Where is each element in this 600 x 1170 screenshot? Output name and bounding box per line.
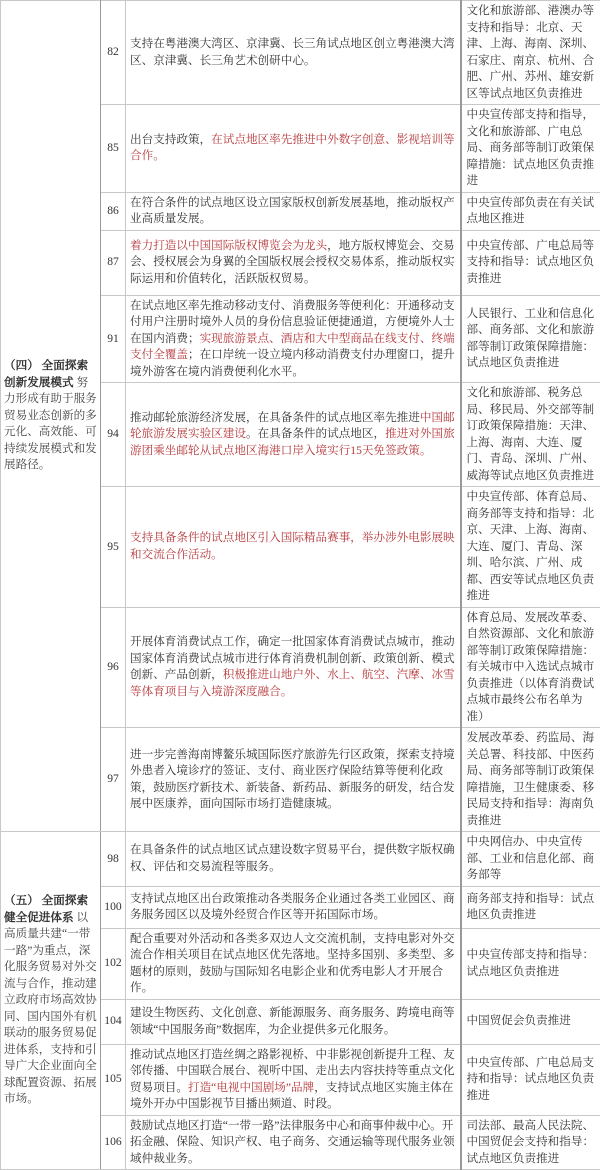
content-text: 开展体育消费试点工作，确定一批国家体育消费试点城市，推动国家体育消费试点城市进行体育消费机制创新、政策创新、模式创新、产品创新， bbox=[130, 635, 455, 681]
section-cell bbox=[1, 1, 101, 832]
responsible-parties: 发展改革委、药监局、海关总署、科技部、中医药局、商务部等制订政策保障措施，卫生健康委、移民局支持和指导：海南负责推进 bbox=[461, 728, 600, 832]
highlighted-text: 支持具备条件的试点地区引入国际精品赛事，举办涉外电影展映和交流合作活动。 bbox=[130, 531, 455, 561]
section-title: （五） 全面探索健全促进体系 bbox=[4, 894, 88, 924]
item-number: 97 bbox=[101, 728, 126, 832]
responsible-parties: 中国贸促会负责推进 bbox=[461, 999, 600, 1044]
content-text: 配合重要对外活动和各类多双边人文交流机制，支持电影对外交流合作相关项目在试点地区优先落地。坚持多国别、多类型、多题材的原则，鼓励与国际知名电影企业和优秀电影人才开展合作。 bbox=[130, 932, 455, 995]
item-number: 105 bbox=[101, 1044, 126, 1115]
section-cell bbox=[1, 832, 101, 1170]
item-content bbox=[126, 832, 461, 887]
responsible-parties: 中央宣传部、体育总局、商务部等支持和指导：北京、天津、上海、海南、大连、厦门、青岛、深圳、哈尔滨、广州、成都、西安等试点地区负责推进 bbox=[461, 487, 600, 608]
content-text: 。在具备条件的试点地区， bbox=[246, 427, 385, 440]
content-text: 支持试点地区出台政策推动各类服务企业通过各类工业园区、商务服务园区以及境外经贸合作区等开拓国际市场。 bbox=[130, 892, 455, 922]
highlighted-text: 实现旅游景点、酒店和大中型商品在线支付、终端支付全覆盖 bbox=[130, 332, 455, 362]
item-content bbox=[126, 999, 461, 1044]
content-text: ，地方版权博览会、交易会、授权展会为身翼的全国版权展会授权交易体系，推动版权实际运用和价值转化，活跃版权贸易。 bbox=[130, 239, 455, 285]
responsible-parties: 中央宣传部支持和指导，文化和旅游部、广电总局、商务部等制订政策保障措施：试点地区负责推进 bbox=[461, 105, 600, 193]
highlighted-text: 积极推进山地户外、水上、航空、汽摩、冰雪等体育项目与入境游深度融合。 bbox=[130, 668, 455, 698]
responsible-parties: 中央宣传部负责在有关试点地区推进 bbox=[461, 192, 600, 230]
item-number: 104 bbox=[101, 999, 126, 1044]
highlighted-text: 在试点地区率先推进中外数字创意、影视培训等合作。 bbox=[130, 133, 455, 163]
section-title: （四） 全面探索创新发展模式 bbox=[4, 359, 88, 389]
content-text: ；在口岸统一设立境内移动消费支付办理窗口，提升境外游客在境内消费便利化水平。 bbox=[130, 348, 455, 378]
responsible-parties: 文化和旅游部、税务总局、移民局、外交部等制订政策保障措施：天津、上海、海南、大连、厦门、青岛、深圳、广州、威海等试点地区负责推进 bbox=[461, 383, 600, 487]
item-content bbox=[126, 192, 461, 230]
responsible-parties: 中央宣传部、广电总局支持和指导：试点地区负责推进 bbox=[461, 1044, 600, 1115]
content-text: 在符合条件的试点地区设立国家版权创新发展基地，推动版权产业高质量发展。 bbox=[130, 196, 455, 226]
item-number: 98 bbox=[101, 832, 126, 887]
item-content bbox=[126, 1115, 461, 1170]
content-text: 在具备条件的试点地区试点建设数字贸易平台，提供数字版权确权、评估和交易流程等服务。 bbox=[130, 843, 455, 873]
item-number: 96 bbox=[101, 607, 126, 728]
responsible-parties: 中央宣传部、广电总局等支持和指导：试点地区负责推进 bbox=[461, 230, 600, 295]
responsible-parties: 中央宣传部支持和指导：试点地区负责推进 bbox=[461, 928, 600, 999]
item-number: 94 bbox=[101, 383, 126, 487]
item-content bbox=[126, 487, 461, 608]
content-text: 建设生物医药、文化创意、新能源服务、商务服务、跨境电商等领域“中国服务商”数据库，为企业提供多元化服务。 bbox=[130, 1006, 455, 1036]
item-content bbox=[126, 1, 461, 105]
highlighted-text: 着力打造以中国国际版权博览会为龙头 bbox=[130, 239, 327, 252]
item-content bbox=[126, 1044, 461, 1115]
highlighted-text: 推进对外国旅游团乘坐邮轮从试点地区海港口岸入境实行15天免签政策。 bbox=[130, 427, 455, 457]
section-description: 努力形成有助于服务贸易业态创新的多元化、高效能、可持续发展模式和发展路径。 bbox=[4, 376, 97, 472]
item-number: 85 bbox=[101, 105, 126, 193]
responsible-parties: 司法部、最高人民法院、中国贸促会支持和指导：试点地区负责推进 bbox=[461, 1115, 600, 1170]
item-number: 102 bbox=[101, 928, 126, 999]
content-text: 推动邮轮旅游经济发展，在具备条件的试点地区率先推进 bbox=[130, 411, 420, 424]
item-number: 106 bbox=[101, 1115, 126, 1170]
content-text: 支持在粤港澳大湾区、京津冀、长三角试点地区创立粤港澳大湾区、京津冀、长三角艺术创研中心。 bbox=[130, 37, 455, 67]
responsible-parties: 中央网信办、中央宣传部、工业和信息化部、商务部等 bbox=[461, 832, 600, 887]
item-number: 100 bbox=[101, 886, 126, 928]
content-text: ，支持试点地区实施主体在境外开办中国影视节目播出频道、时段。 bbox=[130, 1081, 453, 1111]
item-number: 82 bbox=[101, 1, 126, 105]
highlighted-text: 中国邮轮旅游发展实验区建设 bbox=[130, 411, 455, 441]
highlighted-text: 打造“电视中国剧场”品牌 bbox=[188, 1081, 314, 1094]
table-row bbox=[1, 832, 600, 887]
content-text: 出台支持政策， bbox=[130, 133, 211, 146]
section-description: 以高质量共建“一带一路”为重点，深化服务贸易对外交流与合作，推动建立政府市场高效协同、国内国外有机联动的服务贸易促进体系，支持和引导广大企业面向全球配置资源、拓展市场。 bbox=[4, 911, 97, 1106]
content-text: 进一步完善海南博鳌乐城国际医疗旅游先行区政策，探索支持境外患者入境诊疗的签证、支付、商业医疗保险结算等便利化政策，鼓励医疗新技术、新装备、新药品、新服务的研发，结合发展中医康养，面向国际市场打造健康城。 bbox=[130, 748, 455, 811]
item-number: 86 bbox=[101, 192, 126, 230]
item-content bbox=[126, 230, 461, 295]
item-content bbox=[126, 886, 461, 928]
item-content bbox=[126, 928, 461, 999]
content-text: 在试点地区率先推动移动支付、消费服务等便利化：开通移动支付用户注册时境外人员的身份信息验证便捷通道，方便境外人士在国内消费； bbox=[130, 299, 455, 345]
item-number: 95 bbox=[101, 487, 126, 608]
item-number: 91 bbox=[101, 295, 126, 383]
item-content bbox=[126, 607, 461, 728]
responsible-parties: 商务部支持和指导：试点地区负责推进 bbox=[461, 886, 600, 928]
responsible-parties: 文化和旅游部、港澳办等支持和指导：北京、天津、上海、海南、深圳、石家庄、南京、杭州、合肥、广州、苏州、雄安新区等试点地区负责推进 bbox=[461, 1, 600, 105]
content-text: 鼓励试点地区打造“一带一路”法律服务中心和商事仲裁中心。开拓金融、保险、知识产权、电子商务、交通运输等现代服务业领域仲裁业务。 bbox=[130, 1119, 455, 1165]
item-number: 87 bbox=[101, 230, 126, 295]
item-content bbox=[126, 295, 461, 383]
content-text: 推动试点地区打造丝绸之路影视桥、中非影视创新提升工程、友邻传播、中国联合展台、视听中国、走出去内容扶持等重点文化贸易项目。 bbox=[130, 1048, 455, 1094]
item-content bbox=[126, 383, 461, 487]
item-content bbox=[126, 728, 461, 832]
responsible-parties: 人民银行、工业和信息化部、商务部、文化和旅游部等制订政策保障措施：试点地区负责推进 bbox=[461, 295, 600, 383]
item-content bbox=[126, 105, 461, 193]
table-row bbox=[1, 1, 600, 105]
responsible-parties: 体育总局、发展改革委、自然资源部、文化和旅游部等制订政策保障措施：有关城市中入选试点城市负责推进（以体育消费试点城市最终公布名单为准） bbox=[461, 607, 600, 728]
